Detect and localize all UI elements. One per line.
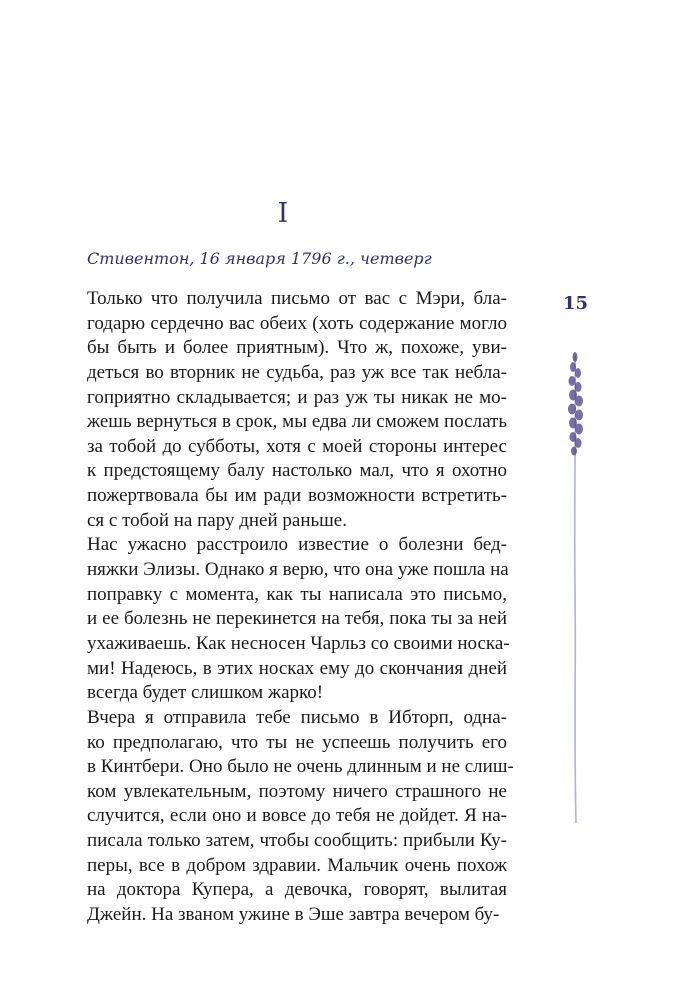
text-line: годарю сердечно вас обеих (хоть содержание могло bbox=[87, 312, 507, 334]
text-line: перы, все в добром здравии. Мальчик очень похож bbox=[87, 854, 507, 876]
page-number: 15 bbox=[563, 293, 589, 314]
text-line: гоприятно складывается; и раз уж ты никак не мо- bbox=[87, 386, 507, 408]
text-line: случится, если оно и вовсе до тебя не дойдет. Я на- bbox=[87, 805, 507, 827]
text-line: за тобой до субботы, хотя с моей стороны интерес bbox=[87, 435, 507, 457]
text-line: Джейн. На званом ужине в Эше завтра вечером бу- bbox=[87, 904, 500, 926]
text-line: деться во вторник не судьба, раз уж все так небла- bbox=[87, 361, 507, 383]
letter-dateline: Стивентон, 16 января 1796 г., четверг bbox=[87, 249, 432, 268]
text-line: бы быть и более приятным). Что ж, похоже, уви- bbox=[87, 337, 507, 359]
chapter-numeral: I bbox=[277, 198, 289, 229]
text-line: на доктора Купера, а девочка, говорят, вылитая bbox=[87, 879, 507, 901]
lavender-sprig-illustration bbox=[555, 345, 595, 825]
text-line: Только что получила письмо от вас с Мэри, бла- bbox=[87, 288, 507, 309]
text-line: пожертвовала бы им ради возможности встретить- bbox=[87, 485, 507, 507]
text-line: Вчера я отправила тебе письмо в Ибторп, одна- bbox=[87, 706, 507, 728]
text-line: ком увлекательным, поэтому ничего страшного не bbox=[87, 780, 507, 802]
text-line: няжки Элизы. Однако я верю, что она уже пошла на bbox=[87, 559, 509, 581]
text-line: ся с тобой на пару дней раньше. bbox=[87, 509, 347, 531]
text-line: писала только затем, чтобы сообщить: прибыли Ку- bbox=[87, 830, 507, 852]
text-line: и ее болезнь не перекинется на тебя, пока ты за ней bbox=[87, 608, 507, 630]
text-line: жешь вернуться в срок, мы едва ли сможем послать bbox=[87, 411, 507, 433]
text-line: поправку с момента, как ты написала это письмо, bbox=[87, 583, 507, 605]
text-line: ко предполагаю, что ты не успеешь получить его bbox=[87, 731, 507, 753]
text-line: ухаживаешь. Как несносен Чарльз со своими носка- bbox=[87, 632, 510, 654]
text-line: ми! Надеюсь, в этих носках ему до скончания дней bbox=[87, 657, 507, 679]
text-line: всегда будет слишком жарко! bbox=[87, 682, 324, 704]
text-line: в Кинтбери. Оно было не очень длинным и не слиш- bbox=[87, 756, 514, 778]
letter-body bbox=[87, 287, 514, 928]
text-line: к предстоящему балу настолько мал, что я охотно bbox=[87, 460, 507, 482]
text-line: Нас ужасно расстроило известие о болезни бед- bbox=[87, 534, 507, 556]
